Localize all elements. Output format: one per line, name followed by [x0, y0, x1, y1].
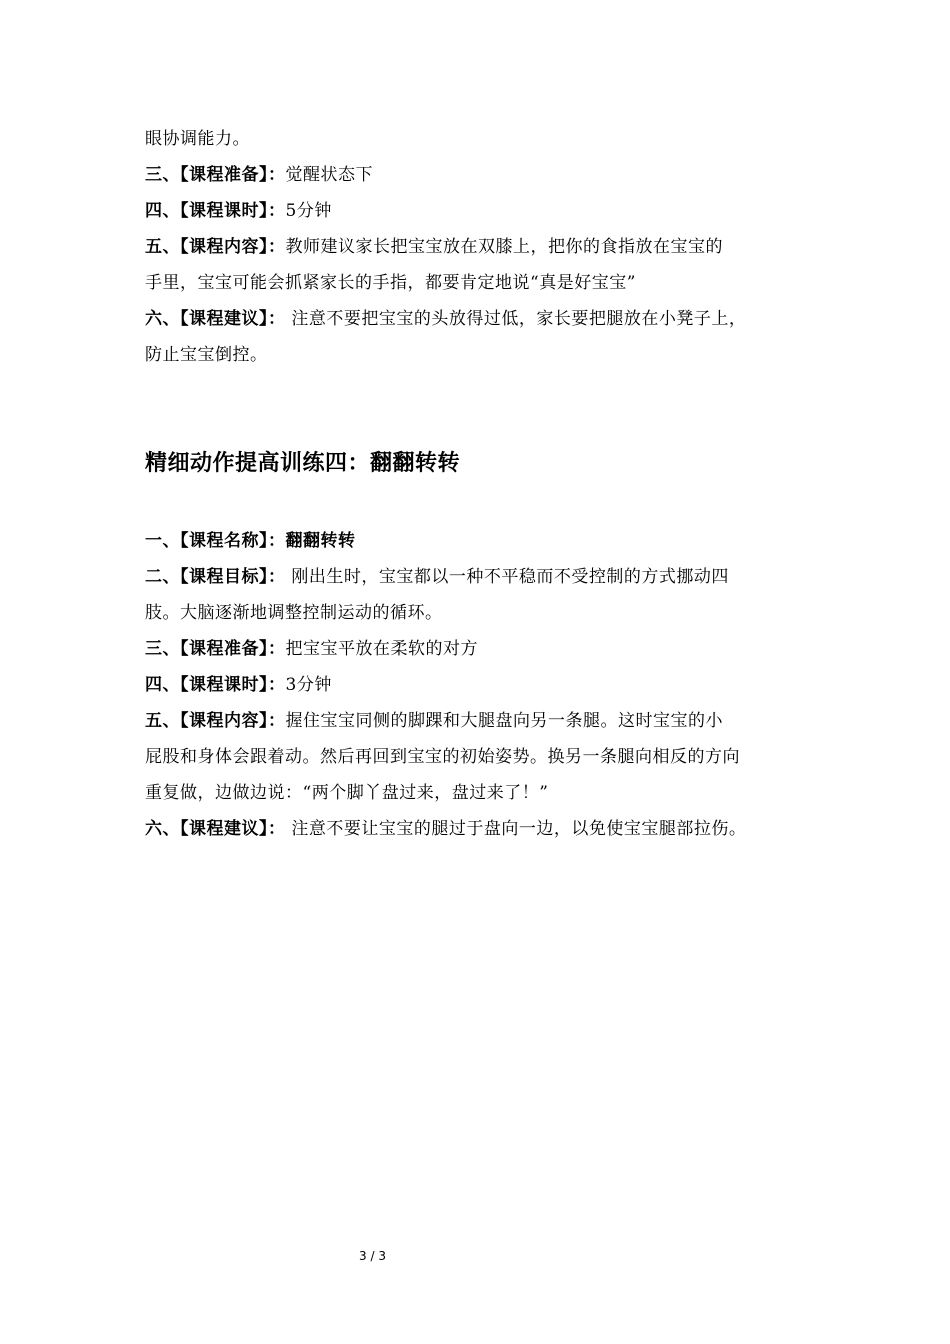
item-course-preparation [145, 638, 478, 660]
item-text: 注意不要把宝宝的头放得过低，家长要把腿放在小凳子上， [285, 309, 747, 329]
page-number: 3 / 3 [359, 1249, 386, 1263]
item-label: 三、【课程准备】： [145, 165, 286, 185]
item-text: 5分钟 [285, 201, 332, 221]
item-text: 觉醒状态下 [285, 165, 373, 185]
item-course-content [145, 710, 723, 732]
item-label: 五、【课程内容】： [145, 237, 286, 257]
paragraph-continuation [145, 128, 250, 150]
continuation-text: 眼协调能力。 [145, 129, 250, 149]
prev-item-advice-cont [145, 344, 268, 366]
item-label: 二、【课程目标】： [145, 567, 286, 587]
item-label: 六、【课程建议】： [145, 819, 286, 839]
item-text-continued: 重复做，边做边说：“两个脚丫盘过来，盘过来了！” [145, 783, 549, 803]
prev-item-duration [145, 200, 332, 222]
item-course-duration [145, 674, 332, 696]
item-course-name [145, 530, 356, 552]
item-label: 三、【课程准备】： [145, 639, 286, 659]
item-label: 五、【课程内容】： [145, 711, 286, 731]
item-course-advice [145, 818, 746, 840]
prev-item-preparation [145, 164, 373, 186]
prev-item-advice [145, 308, 746, 330]
item-label: 四、【课程课时】： [145, 675, 286, 695]
item-course-goal [145, 566, 729, 588]
item-text: 教师建议家长把宝宝放在双膝上，把你的食指放在宝宝的 [285, 237, 723, 257]
prev-item-content-cont [145, 272, 636, 294]
item-course-content-cont2 [145, 782, 548, 804]
item-label: 六、【课程建议】： [145, 309, 286, 329]
prev-item-content [145, 236, 723, 258]
item-text: 握住宝宝同侧的脚踝和大腿盘向另一条腿。这时宝宝的小 [285, 711, 723, 731]
item-text-continued: 防止宝宝倒控。 [145, 345, 268, 365]
item-text: 3分钟 [285, 675, 332, 695]
item-text: 翻翻转转 [285, 531, 356, 551]
item-course-goal-cont [145, 602, 443, 624]
item-text: 把宝宝平放在柔软的对方 [285, 639, 478, 659]
item-course-content-cont [145, 746, 740, 768]
item-text-continued: 肢。大脑逐渐地调整控制运动的循环。 [145, 603, 443, 623]
item-text: 刚出生时，宝宝都以一种不平稳而不受控制的方式挪动四 [285, 567, 729, 587]
item-text-continued: 手里，宝宝可能会抓紧家长的手指，都要肯定地说“真是好宝宝” [145, 273, 636, 293]
section-heading: 精细动作提高训练四：翻翻转转 [145, 451, 461, 476]
item-label: 四、【课程课时】： [145, 201, 286, 221]
item-label: 一、【课程名称】： [145, 531, 286, 551]
item-text-continued: 屁股和身体会跟着动。然后再回到宝宝的初始姿势。换另一条腿向相反的方向 [145, 747, 740, 767]
item-text: 注意不要让宝宝的腿过于盘向一边，以免使宝宝腿部拉伤。 [285, 819, 747, 839]
